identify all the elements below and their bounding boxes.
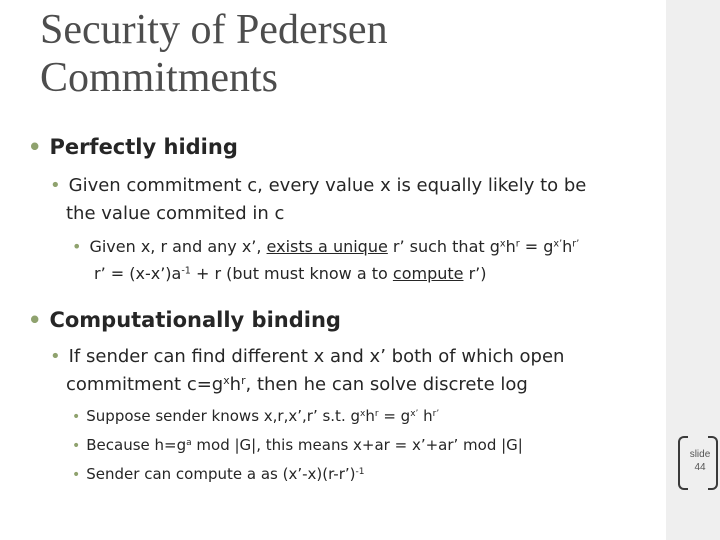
- sub-bullet-sender-compute: [72, 463, 364, 486]
- text: Suppose sender knows x,r,x’,r’ s.t. g: [86, 407, 361, 425]
- sup: -1: [181, 265, 191, 277]
- text: r’ = (x-x’)a: [94, 264, 182, 283]
- bullet-unique-r: [72, 233, 579, 287]
- text: Because h=g: [86, 436, 187, 454]
- text: h: [365, 407, 375, 425]
- text: , then he can solve discrete log: [245, 374, 528, 395]
- bullet-dot: •: [28, 135, 42, 159]
- bullet-dot: •: [72, 237, 82, 256]
- sup: x’: [553, 238, 563, 250]
- text: h: [229, 374, 242, 395]
- sup: x: [223, 374, 230, 388]
- text: h: [562, 237, 573, 256]
- text: r’): [468, 264, 487, 283]
- sup: x: [499, 238, 506, 250]
- sup: r: [374, 409, 379, 420]
- sub-bullet-suppose: [72, 405, 439, 428]
- bullet-dot: •: [72, 467, 81, 483]
- sup: -1: [355, 467, 365, 478]
- text: h: [418, 407, 433, 425]
- text: mod |G|, this means x+ar = x’+ar’ mod |G|: [191, 436, 523, 454]
- bullet-dot: •: [28, 308, 42, 332]
- sup: r’: [572, 238, 580, 250]
- title-line-1: Security of Pedersen: [40, 7, 388, 53]
- sup: x’: [410, 409, 419, 420]
- sup: x: [360, 409, 366, 420]
- sub-bullet-because: [72, 434, 523, 457]
- bullet-dot: •: [50, 175, 61, 196]
- sup: r: [241, 374, 246, 388]
- bullet-binding-detail: [50, 343, 564, 399]
- text: r’ such that g: [392, 237, 500, 256]
- underlined-text: exists a unique: [266, 237, 388, 256]
- bullet-dot: •: [72, 438, 81, 454]
- underlined-text: compute: [392, 264, 464, 283]
- bullet-dot: •: [72, 409, 81, 425]
- bullet-text: Given commitment c, every value x is equally likely to be: [68, 175, 587, 196]
- title-line-2: Commitments: [40, 55, 279, 101]
- sup: a: [186, 438, 192, 449]
- bullet-text: Perfectly hiding: [49, 135, 238, 159]
- slide-number-badge: [678, 436, 718, 488]
- text: Given x, r and any x’,: [89, 237, 262, 256]
- text: commitment c=g: [66, 374, 224, 395]
- bullet-hiding-detail: [50, 172, 586, 228]
- slide-label: slide: [689, 449, 711, 460]
- sup: r: [515, 238, 520, 250]
- bullet-text: Computationally binding: [49, 308, 341, 332]
- text: h: [505, 237, 516, 256]
- bullet-computationally-binding: [28, 306, 341, 334]
- text: + r (but must know a to: [190, 264, 388, 283]
- slide-number: 44: [694, 462, 706, 473]
- bullet-dot: •: [50, 346, 61, 367]
- sup: r’: [432, 409, 440, 420]
- text: Sender can compute a as (x’-x)(r-r’): [86, 465, 356, 483]
- slide-title: [40, 6, 388, 102]
- bullet-text: If sender can find different x and x’ both of which open: [68, 346, 565, 367]
- text: = g: [378, 407, 411, 425]
- bullet-perfectly-hiding: [28, 133, 238, 161]
- bullet-text-cont: the value commited in c: [66, 203, 285, 224]
- text: = g: [519, 237, 554, 256]
